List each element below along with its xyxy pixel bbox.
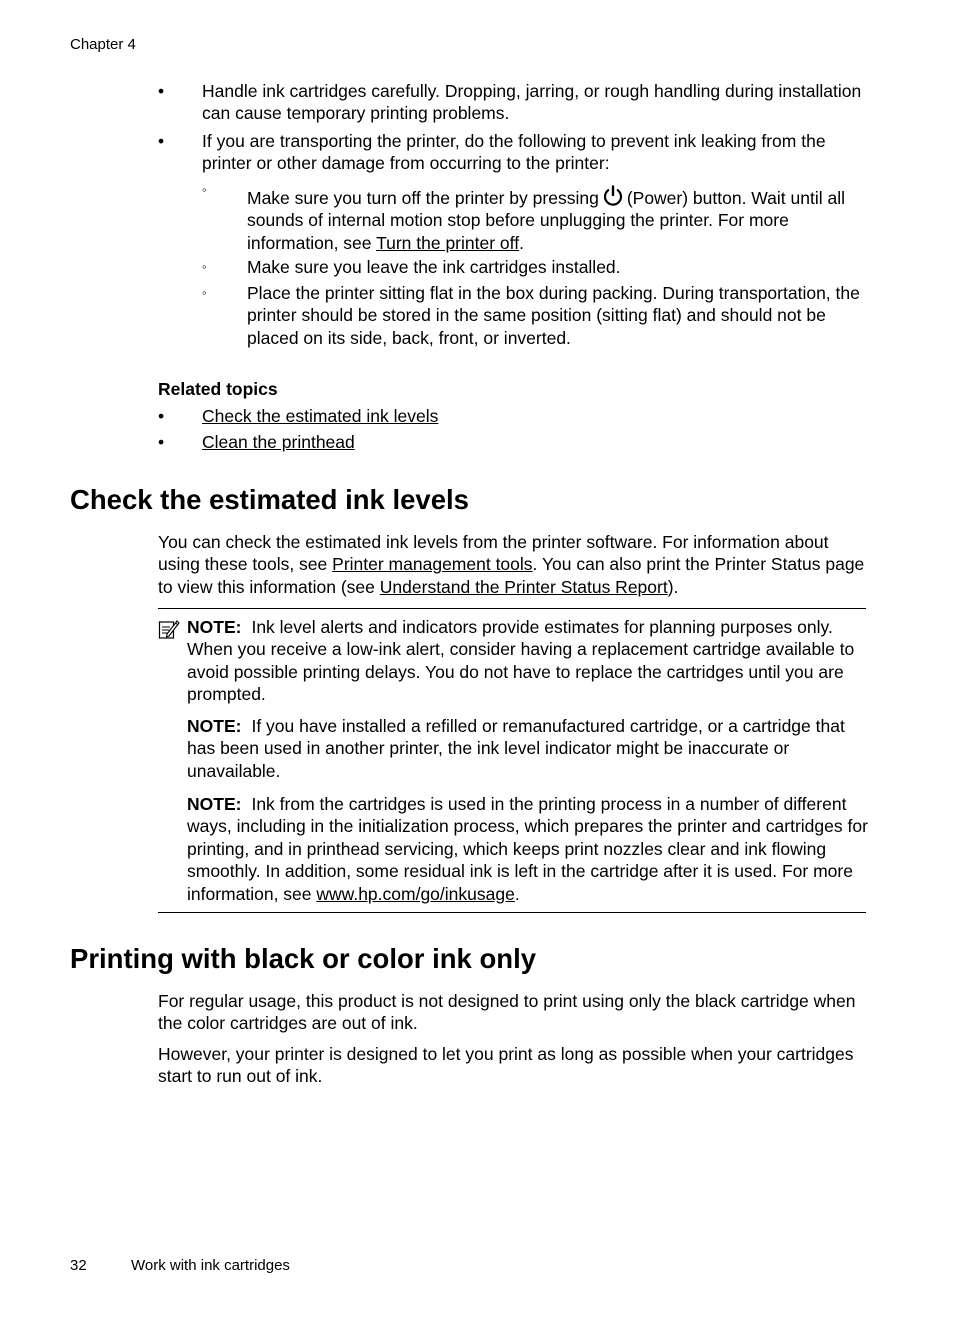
footer-section-title: Work with ink cartridges [131,1257,290,1274]
power-icon [602,185,624,207]
bullet-text: Handle ink cartridges carefully. Dropping, jarring, or rough handling during installation can cause temporary printing problems. [202,81,862,124]
inkusage-link[interactable]: www.hp.com/go/inkusage [316,883,515,904]
sub-bullet-text: Place the printer sitting flat in the box during packing. During transportation, the printer should be stored in the same position (sitting flat) and should not be placed on its side, back, front, or inverted. [247,283,860,348]
note-top-rule [158,608,866,609]
running-head: Chapter 4 [70,36,136,53]
sub-bullet-mark: ◦ [202,182,207,197]
note-text: Ink from the cartridges is used in the printing process in a number of different ways, including in the initialization process, which prepares the printer and cartridges for printing, and in printhead servicing, which keeps print nozzles clear and ink flowing smoothly. In addition, some residual ink is left in the cartridge after it is used. For more information, see [187,794,868,904]
related-topics-heading: Related topics [158,379,278,399]
note [187,793,869,905]
note-text: Ink level alerts and indicators provide estimates for planning purposes only. When you receive a low-ink alert, consider having a replacement cartridge available to avoid possible printing delays. You do not have to replace the cartridges until you are prompted. [187,617,855,705]
note-bottom-rule [158,912,866,913]
bullet-mark: • [158,131,165,151]
note [187,616,869,706]
para-text: ). [667,576,679,597]
section-heading: Check the estimated ink levels [70,484,469,515]
section-paragraph [158,531,868,598]
power-text-before: Make sure you turn off the printer by pressing [247,188,599,208]
sub-bullet-mark: ◦ [202,285,207,300]
note-pencil-icon [158,618,180,640]
printer-management-tools-link[interactable]: Printer management tools [332,554,533,575]
bullet-mark: • [158,432,165,452]
note-text: If you have installed a refilled or remanufactured cartridge, or a cartridge that has been used in another printer, the ink level indicator might be inaccurate or unavailable. [187,716,845,781]
bullet-mark: • [158,406,165,426]
printer-status-report-link[interactable]: Understand the Printer Status Report [379,576,668,597]
power-text-end: . [519,232,524,253]
clean-printhead-link[interactable]: Clean the printhead [202,432,355,452]
check-ink-levels-link[interactable]: Check the estimated ink levels [202,406,439,426]
sub-bullet-text [247,185,869,254]
para-text: You can check the estimated ink levels from the printer software. For information about using these tools, see [158,532,829,575]
note-label: NOTE: [187,794,242,814]
note-label: NOTE: [187,617,242,637]
para-text: . You can also print the Printer Status page to view this information (see [158,554,865,597]
bullet-text: If you are transporting the printer, do the following to prevent ink leaking from the printer or other damage from occurring to the printer: [202,131,826,174]
section-heading: Printing with black or color ink only [70,943,537,974]
sub-bullet-mark: ◦ [202,259,207,274]
sub-bullet-text: Make sure you leave the ink cartridges installed. [247,257,621,277]
section-paragraph: However, your printer is designed to let you print as long as possible when your cartridges start to run out of ink. [158,1044,854,1087]
power-text-after: (Power) button. Wait until all sounds of internal motion stop before unplugging the printer. For more information, see [247,188,845,253]
bullet-mark: • [158,81,165,101]
section-paragraph: For regular usage, this product is not designed to print using only the black cartridge when the color cartridges are out of ink. [158,991,856,1034]
note [187,715,869,782]
note-text: . [514,883,520,904]
note-label: NOTE: [187,716,242,736]
page-number: 32 [70,1257,87,1274]
turn-printer-off-link[interactable]: Turn the printer off [376,232,520,253]
